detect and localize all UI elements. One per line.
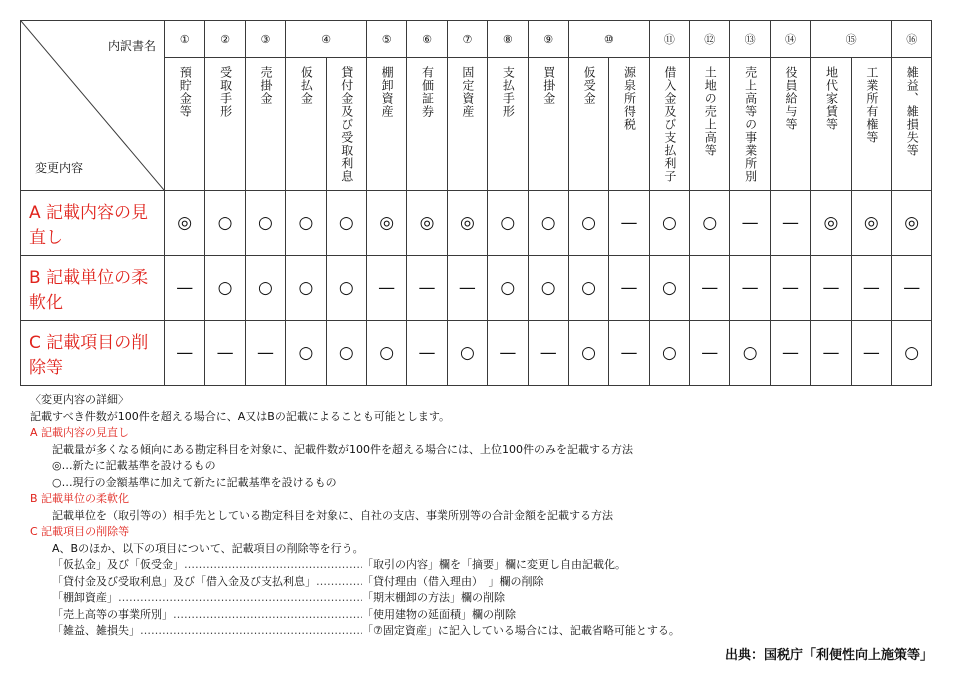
table-cell: ○ (568, 321, 608, 386)
change-details (30, 392, 680, 640)
table-cell: ◎ (851, 191, 891, 256)
table-cell: ○ (245, 256, 285, 321)
table-cell: — (165, 321, 205, 386)
table-cell: — (165, 256, 205, 321)
table-cell: ○ (447, 321, 487, 386)
table-cell: — (690, 321, 730, 386)
table-cell: ◎ (892, 191, 932, 256)
deletion-item: 「売上高等の事業所別」 ………………………………………………………………………… 「使用建物の延面積」欄の削除 (30, 607, 680, 624)
detail-c-desc: A、Bのほか、以下の項目について、記載項目の削除等を行う。 (52, 541, 364, 555)
table-cell: ○ (205, 191, 245, 256)
column-header: 棚卸資産 (366, 58, 406, 191)
column-header: 役員給与等 (770, 58, 810, 191)
column-header: 地代家賃等 (811, 58, 851, 191)
table-cell: — (730, 191, 770, 256)
table-cell: ◎ (407, 191, 447, 256)
row-a (21, 191, 932, 256)
table-cell: — (488, 321, 528, 386)
column-header: 源泉所得税 (609, 58, 649, 191)
table-cell: ○ (488, 256, 528, 321)
row-b (21, 256, 932, 321)
table-cell: ○ (568, 256, 608, 321)
table-cell: — (851, 321, 891, 386)
table-cell: — (245, 321, 285, 386)
number-cell: ⑤ (366, 21, 406, 58)
column-header: 借入金及び支払利子 (649, 58, 689, 191)
row-label-b: B 記載単位の柔軟化 (21, 256, 165, 321)
number-cell: ⑫ (690, 21, 730, 58)
number-cell: ⑪ (649, 21, 689, 58)
row-label-a: A 記載内容の見直し (21, 191, 165, 256)
column-header: 固定資産 (447, 58, 487, 191)
column-header: 工業所有権等 (851, 58, 891, 191)
number-cell: ⑯ (892, 21, 932, 58)
column-header: 売掛金 (245, 58, 285, 191)
table-cell: ○ (286, 321, 326, 386)
row-label-c: C 記載項目の削除等 (21, 321, 165, 386)
number-cell: ② (205, 21, 245, 58)
source-citation: 出典：国税庁「利便性向上施策等」 (724, 648, 933, 663)
table-cell: ○ (245, 191, 285, 256)
column-header: 雑益、雑損失等 (892, 58, 932, 191)
table-cell: — (609, 191, 649, 256)
number-cell: ① (165, 21, 205, 58)
detail-b-title: B 記載単位の柔軟化 (30, 492, 130, 505)
table-cell: — (892, 256, 932, 321)
deletion-item: 「棚卸資産」 ………………………………………………………………………… 「期末棚卸の方法」欄の削除 (30, 590, 680, 607)
number-cell: ⑮ (811, 21, 892, 58)
details-heading: 〈変更内容の詳細〉 (30, 393, 129, 406)
table-cell: — (811, 256, 851, 321)
number-cell: ⑩ (568, 21, 649, 58)
table-cell: — (205, 321, 245, 386)
table-cell: — (447, 256, 487, 321)
table-cell: ◎ (811, 191, 851, 256)
table-cell: ○ (326, 321, 366, 386)
table-cell: — (770, 321, 810, 386)
table-cell: ○ (649, 191, 689, 256)
table-cell: — (770, 191, 810, 256)
deletion-item: 「貸付金及び受取利息」及び「借入金及び支払利息」 ………………………………………………………………………… 「貸付理由（借入理由） 」欄の削除 (30, 574, 680, 591)
corner-header (21, 21, 165, 191)
table-cell: — (609, 321, 649, 386)
column-header: 買掛金 (528, 58, 568, 191)
table-cell: ○ (528, 191, 568, 256)
table-cell: ○ (286, 256, 326, 321)
detail-b-desc: 記載単位を（取引等の）相手先としている勘定科目を対象に、自社の支店、事業所別等の合計金額を記載する方法 (52, 508, 613, 522)
table-cell: ○ (205, 256, 245, 321)
number-cell: ⑨ (528, 21, 568, 58)
table-cell: ○ (528, 256, 568, 321)
table-cell: ○ (649, 321, 689, 386)
row-c (21, 321, 932, 386)
table-cell: — (730, 256, 770, 321)
detail-a-note-circle: ○…現行の金額基準に加えて新たに記載基準を設けるもの (52, 475, 337, 489)
table-cell: — (851, 256, 891, 321)
table-cell: ○ (690, 191, 730, 256)
number-row (21, 21, 932, 58)
number-cell: ⑧ (488, 21, 528, 58)
column-header: 売上高等の事業所別 (730, 58, 770, 191)
detail-a-desc: 記載量が多くなる傾向にある勘定科目を対象に、記載件数が100件を超える場合には、上位100件のみを記載する方法 (52, 442, 633, 456)
table-cell: ○ (286, 191, 326, 256)
table-cell: ○ (892, 321, 932, 386)
header-change-content: 変更内容 (35, 161, 84, 175)
table-cell: ○ (488, 191, 528, 256)
table-cell: — (811, 321, 851, 386)
table-cell: ○ (568, 191, 608, 256)
detail-c-title: C 記載項目の削除等 (30, 525, 130, 538)
number-cell: ④ (286, 21, 367, 58)
change-summary-table (20, 20, 932, 386)
number-cell: ③ (245, 21, 285, 58)
table-cell: — (407, 321, 447, 386)
column-header: 支払手形 (488, 58, 528, 191)
column-header: 土地の売上高等 (690, 58, 730, 191)
number-cell: ⑦ (447, 21, 487, 58)
table-cell: ○ (326, 256, 366, 321)
column-header: 仮払金 (286, 58, 326, 191)
detail-a-title: A 記載内容の見直し (30, 426, 130, 439)
column-header: 仮受金 (568, 58, 608, 191)
column-header: 有価証券 (407, 58, 447, 191)
number-cell: ⑬ (730, 21, 770, 58)
table-cell: — (770, 256, 810, 321)
number-cell: ⑥ (407, 21, 447, 58)
header-document-name: 内訳書名 (107, 39, 156, 53)
table-cell: ○ (366, 321, 406, 386)
table-cell: ◎ (366, 191, 406, 256)
table-cell: ○ (649, 256, 689, 321)
table-cell: — (407, 256, 447, 321)
table-cell: — (528, 321, 568, 386)
table-cell: ◎ (447, 191, 487, 256)
deletion-item: 「雑益、雑損失」 ………………………………………………………………………… 「⑦固定資産」に記入している場合には、記載省略可能とする。 (30, 623, 680, 640)
deletion-item: 「仮払金」及び「仮受金」 ………………………………………………………………………… 「取引の内容」欄を「摘要」欄に変更し自由記載化。 (30, 557, 680, 574)
details-intro: 記載すべき件数が100件を超える場合に、A又はBの記載によることも可能とします。 (30, 409, 450, 423)
table-cell: ◎ (165, 191, 205, 256)
number-cell: ⑭ (770, 21, 810, 58)
column-header: 貸付金及び受取利息 (326, 58, 366, 191)
table-cell: — (690, 256, 730, 321)
table-cell: — (609, 256, 649, 321)
detail-a-note-double-circle: ◎…新たに記載基準を設けるもの (52, 459, 216, 472)
table-cell: — (366, 256, 406, 321)
column-header: 受取手形 (205, 58, 245, 191)
table-cell: ○ (730, 321, 770, 386)
table-cell: ○ (326, 191, 366, 256)
column-header: 預貯金等 (165, 58, 205, 191)
